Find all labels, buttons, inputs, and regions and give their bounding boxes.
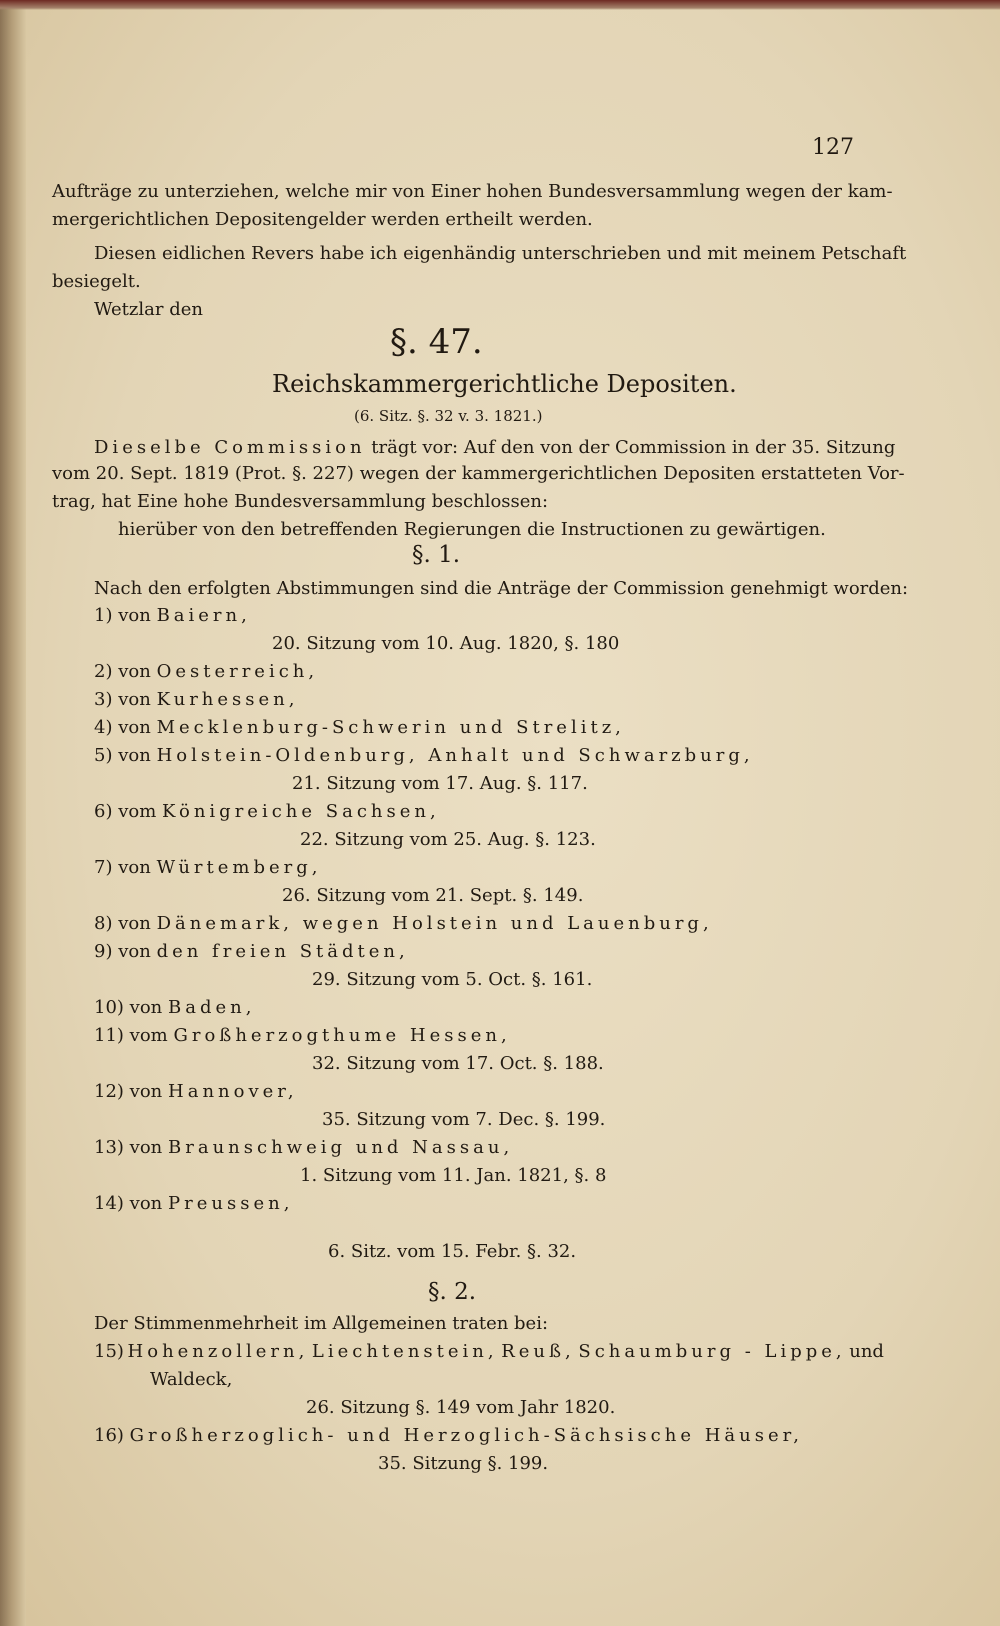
- list-item: 8) von Dänemark, wegen Holstein und Lauenburg,: [94, 913, 713, 934]
- list-item: 12) von Hannover,: [94, 1081, 298, 1102]
- list-item: 11) vom Großherzogthume Hessen,: [94, 1025, 511, 1046]
- commission-name: Dieselbe Commission: [94, 437, 366, 458]
- list-item: 14) von Preussen,: [94, 1193, 294, 1214]
- session-reference: 35. Sitzung §. 199.: [378, 1453, 549, 1474]
- section-47-para-2: vom 20. Sept. 1819 (Prot. §. 227) wegen der kammergerichtlichen Depositen erstatteten Vor-: [52, 463, 905, 484]
- intro-line-3: Diesen eidlichen Revers habe ich eigenhändig unterschrieben und mit meinem Petschaft: [94, 243, 907, 264]
- page-edge: [0, 0, 1000, 10]
- list-item: 6) vom Königreiche Sachsen,: [94, 801, 440, 822]
- section-47-heading: §. 47.: [390, 322, 483, 362]
- session-reference: 26. Sitzung vom 21. Sept. §. 149.: [282, 885, 584, 906]
- section-47-para-3: trag, hat Eine hohe Bundesversammlung beschlossen:: [52, 491, 549, 512]
- section-1-heading: §. 1.: [412, 542, 461, 568]
- list-item: 7) von Würtemberg,: [94, 857, 322, 878]
- list-item: 10) von Baden,: [94, 997, 256, 1018]
- session-reference: 29. Sitzung vom 5. Oct. §. 161.: [312, 969, 593, 990]
- section-47-para-1: [94, 436, 895, 460]
- session-reference: 6. Sitz. vom 15. Febr. §. 32.: [328, 1241, 577, 1262]
- list-item: 13) von Braunschweig und Nassau,: [94, 1137, 514, 1158]
- item-15-line: 15) Hohenzollern, Liechtenstein, Reuß, Schaumburg - Lippe, und: [94, 1341, 884, 1362]
- page-number: 127: [812, 135, 854, 160]
- list-item: 5) von Holstein-Oldenburg, Anhalt und Schwarzburg,: [94, 745, 754, 766]
- section-47-reference: (6. Sitz. §. 32 v. 3. 1821.): [354, 407, 543, 425]
- list-item: [94, 1340, 884, 1364]
- intro-line-2: mergerichtlichen Depositengelder werden ertheilt werden.: [52, 209, 593, 230]
- list-item: 1) von Baiern,: [94, 605, 251, 626]
- session-reference: 20. Sitzung vom 10. Aug. 1820, §. 180: [272, 633, 620, 654]
- section-2-intro: Der Stimmenmehrheit im Allgemeinen traten bei:: [94, 1313, 549, 1334]
- session-reference: 32. Sitzung vom 17. Oct. §. 188.: [312, 1053, 604, 1074]
- session-reference: 26. Sitzung §. 149 vom Jahr 1820.: [306, 1397, 616, 1418]
- list-item: 4) von Mecklenburg-Schwerin und Strelitz,: [94, 717, 625, 738]
- section-2-heading: §. 2.: [428, 1279, 477, 1305]
- session-reference: 1. Sitzung vom 11. Jan. 1821, §. 8: [300, 1165, 607, 1186]
- session-reference: 21. Sitzung vom 17. Aug. §. 117.: [292, 773, 588, 794]
- intro-line-4: besiegelt.: [52, 271, 141, 292]
- intro-line-1: Aufträge zu unterziehen, welche mir von Einer hohen Bundesversammlung wegen der kam-: [52, 181, 893, 202]
- list-item-continuation: Waldeck,: [150, 1369, 233, 1390]
- commission-text: trägt vor: Auf den von der Commission in der 35. Sitzung: [371, 437, 896, 458]
- list-item: 3) von Kurhessen,: [94, 689, 299, 710]
- section-47-para-4: hierüber von den betreffenden Regierungen die Instructionen zu gewärtigen.: [118, 519, 826, 540]
- section-47-title: Reichskammergerichtliche Depositen.: [272, 370, 737, 398]
- section-1-intro: Nach den erfolgten Abstimmungen sind die Anträge der Commission genehmigt worden:: [94, 578, 909, 599]
- intro-line-5: Wetzlar den: [94, 299, 203, 320]
- list-item: 9) von den freien Städten,: [94, 941, 409, 962]
- list-item: 2) von Oesterreich,: [94, 661, 319, 682]
- session-reference: 22. Sitzung vom 25. Aug. §. 123.: [300, 829, 596, 850]
- session-reference: 35. Sitzung vom 7. Dec. §. 199.: [322, 1109, 606, 1130]
- book-gutter: [0, 0, 26, 1626]
- list-item: 16) Großherzoglich- und Herzoglich-Sächsische Häuser,: [94, 1425, 803, 1446]
